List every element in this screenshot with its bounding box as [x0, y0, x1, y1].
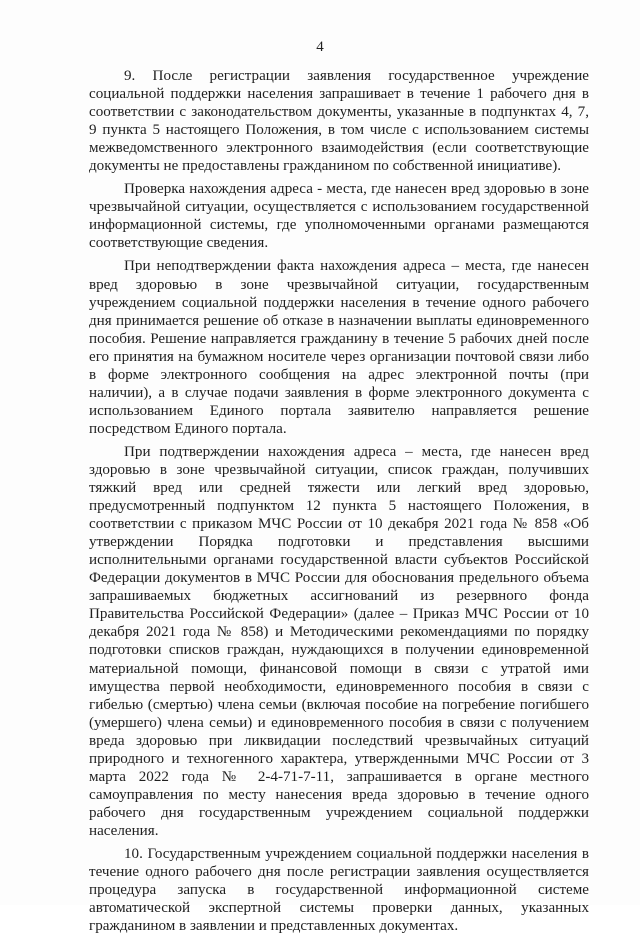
paragraph-9: 9. После регистрации заявления государственное учреждение социальной поддержки населения запрашивает в течение 1 рабочего дня в соответствии с законодательством документы, указанные в подпунктах 4, 7, 9 пункта 5 настоящего Положения, в том числе с использованием системы межведомственного электронного взаимодействия (если соответствующие документы не предоставлены гражданином по собственной инициативе).: [89, 68, 589, 175]
paragraph-10: 10. Государственным учреждением социальной поддержки населения в течение одного рабочего дня после регистрации заявления осуществляется процедура запуска в государственной информационной системе автоматической экспертной системы проверки данных, указанных гражданином в заявлении и представленных документах.: [89, 845, 589, 935]
page-number: 4: [316, 39, 324, 55]
paragraph-address-check: Проверка нахождения адреса - места, где нанесен вред здоровью в зоне чрезвычайной ситуации, осуществляется с использованием государственной информационной системы, где уполномоченными органами размещаются соответствующие сведения.: [89, 181, 589, 252]
paragraph-non-confirmation: При неподтверждении факта нахождения адреса – места, где нанесен вред здоровью в зоне чрезвычайной ситуации, государственным учреждением социальной поддержки населения в течение одного рабочего дня принимается решение об отказе в назначении выплаты единовременного пособия. Решение направляется гражданину в течение 5 рабочих дней после его принятия на бумажном носителе через организации почтовой связи либо в форме электронного сообщения на адрес электронной почты (при наличии), а в случае подачи заявления в форме электронного документа с использованием Единого портала заявителю направляется решение посредством Единого портала.: [89, 258, 589, 437]
paragraph-confirmation: При подтверждении нахождения адреса – места, где нанесен вред здоровью в зоне чрезвычайной ситуации, список граждан, получивших тяжкий вред или средней тяжести или легкий вред здоровью, предусмотренный подпунктом 12 пункта 5 настоящего Положения, в соответствии с приказом МЧС России от 10 декабря 2021 года № 858 «Об утверждении Порядка подготовки и представления высшими исполнительными органами государственной власти субъектов Российской Федерации документов в МЧС России для обоснования предельного объема запрашиваемых бюджетных ассигнований из резервного фонда Правительства Российской Федерации» (далее – Приказ МЧС России от 10 декабря 2021 года № 858) и Методическими рекомендациями по порядку подготовки списков граждан, нуждающихся в получении единовременной материальной помощи, финансовой помощи в связи с утратой ими имущества первой необходимости, единовременного пособия в связи с гибелью (смертью) члена семьи (включая пособие на погребение погибшего (умершего) члена семьи) и единовременного пособия в связи с получением вреда здоровью при ликвидации последствий чрезвычайных ситуаций природного и техногенного характера, утвержденными МЧС России от 3 марта 2022 года № 2-4-71-7-11, запрашивается в органе местного самоуправления по месту нанесения вреда здоровью в течение одного рабочего дня государственным учреждением социальной поддержки населения.: [89, 443, 589, 839]
document-body: [89, 67, 589, 940]
